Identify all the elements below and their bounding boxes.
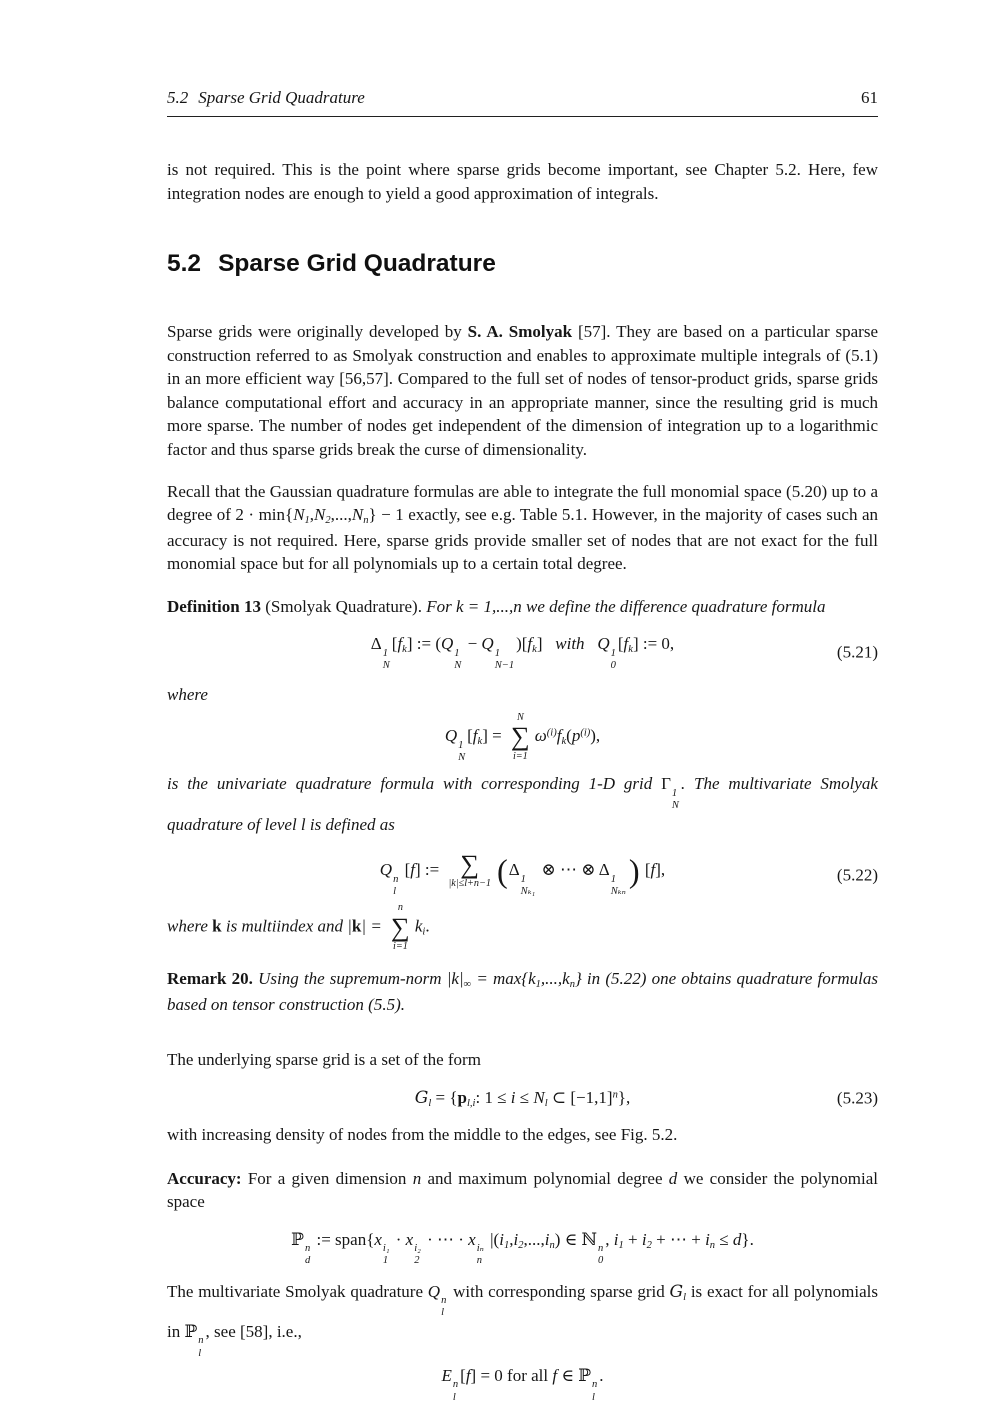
paragraph-underlying-grid: The underlying sparse grid is a set of the form xyxy=(167,1050,481,1070)
equation-univariate-quadrature-body: Q 1 N [fk] = N ∑ i=1 $\omega^{(i)}fk(p^{(i)})$, xyxy=(444,711,601,764)
paragraph-accuracy: Accuracy: For a given dimension n and maximum polynomial degree d we consider the polynomial space xyxy=(167,1168,879,1212)
running-header xyxy=(167,86,878,117)
equation-polynomial-space-body: ℙ n d := span{x i₁ 1 · x i₂ 2 · ⋯ · x iₙ n |(i1,i2,...,in) ∈ ℕ n 0 , i1 + i2 + ⋯ + in ≤ d}. xyxy=(291,1229,754,1267)
equation-5-21-body: Δ 1 N [fk] := (Q 1 N − Q 1 N−1 )[fk] with Q 1 0 [fk] := 0, xyxy=(370,634,675,672)
equation-5-22-number: (5.22) xyxy=(836,865,878,885)
equation-5-21-number: (5.21) xyxy=(836,642,878,662)
section-heading xyxy=(167,251,878,278)
paragraph-smolyak: Sparse grids were originally developed by S. A. Smolyak [57]. They are based on a particular sparse construction referred to as Smolyak construction and enables to approximate multiple integrals of (5.1) in an more efficient way [56,57]. Compared to the full set of nodes of tensor-product grids, sparse grids balance computational effort and accuracy in an appropriate manner, since the resulting grid is much more sparse. The number of nodes get independent of the dimension of integration up to a logarithmic factor and thus sparse grids break the curse of dimensionality. xyxy=(167,322,878,459)
remark-20: Remark 20. Using the supremum-norm |k|∞ = max{k1,...,kn} in (5.22) one obtains quadrature formulas based on tensor construction (5.5). xyxy=(167,969,879,1014)
running-header-section-number: 5.2 xyxy=(167,88,189,107)
equation-5-21 xyxy=(167,632,878,672)
equation-5-22-body: Q n l [f] := ∑ |k|≤l+n−1 (Δ 1 Nₖ₁ ⊗ ⋯ ⊗ Δ 1 Nₖₙ ) [f], xyxy=(379,850,666,898)
equation-polynomial-space xyxy=(167,1228,878,1268)
paragraph-density: with increasing density of nodes from the middle to the edges, see Fig. 5.2. xyxy=(167,1125,678,1145)
where-label: where xyxy=(167,684,208,704)
definition-13: Definition 13 (Smolyak Quadrature). For k = 1,...,n we define the difference quadrature formula xyxy=(167,596,826,616)
equation-5-23-number: (5.23) xyxy=(836,1088,878,1108)
paragraph-multiindex: where k is multiindex and |k| = n ∑ i=1 ki. xyxy=(167,902,430,953)
equation-exactness xyxy=(167,1364,878,1404)
equation-univariate-quadrature xyxy=(167,712,878,765)
section-heading-title: Sparse Grid Quadrature xyxy=(218,250,496,278)
paragraph-recall: Recall that the Gaussian quadrature formulas are able to integrate the full monomial space (5.20) up to a degree of 2 · min{N1,N2,...,Nn} − 1 exactly, see e.g. Table 5.1. However, in the majority of cases such an accuracy is not required. Here, sparse grids provide smaller set of nodes that are not exact for the full monomial space but for all polynomials up to a certain total degree. xyxy=(167,482,878,574)
equation-5-22 xyxy=(167,852,878,898)
section-heading-number: 5.2 xyxy=(167,250,202,278)
running-header-section-title: Sparse Grid Quadrature xyxy=(198,88,365,107)
paragraph-univariate: is the univariate quadrature formula with corresponding 1-D grid Γ 1 N . The multivariate Smolyak quadrature of level l is defined as xyxy=(167,774,878,834)
paragraph-exactness: The multivariate Smolyak quadrature Q n l with corresponding sparse grid Gl is exact for all polynomials in ℙ n l , see [58], i.e., xyxy=(167,1281,878,1359)
equation-5-23-body: Gl = {pl,i: 1 ≤ i ≤ Nl ⊂ $[-1,1]^n$}, xyxy=(414,1087,631,1109)
equation-exactness-body: E n l [f] = 0 for all f ∈ ℙ n l . xyxy=(441,1366,604,1403)
running-header-title xyxy=(167,86,365,109)
equation-5-23 xyxy=(167,1086,878,1111)
page-number: 61 xyxy=(861,88,878,107)
intro-paragraph: is not required. This is the point where sparse grids become important, see Chapter 5.2. Here, few integration nodes are enough to yield a good approximation of integrals. xyxy=(167,160,878,203)
